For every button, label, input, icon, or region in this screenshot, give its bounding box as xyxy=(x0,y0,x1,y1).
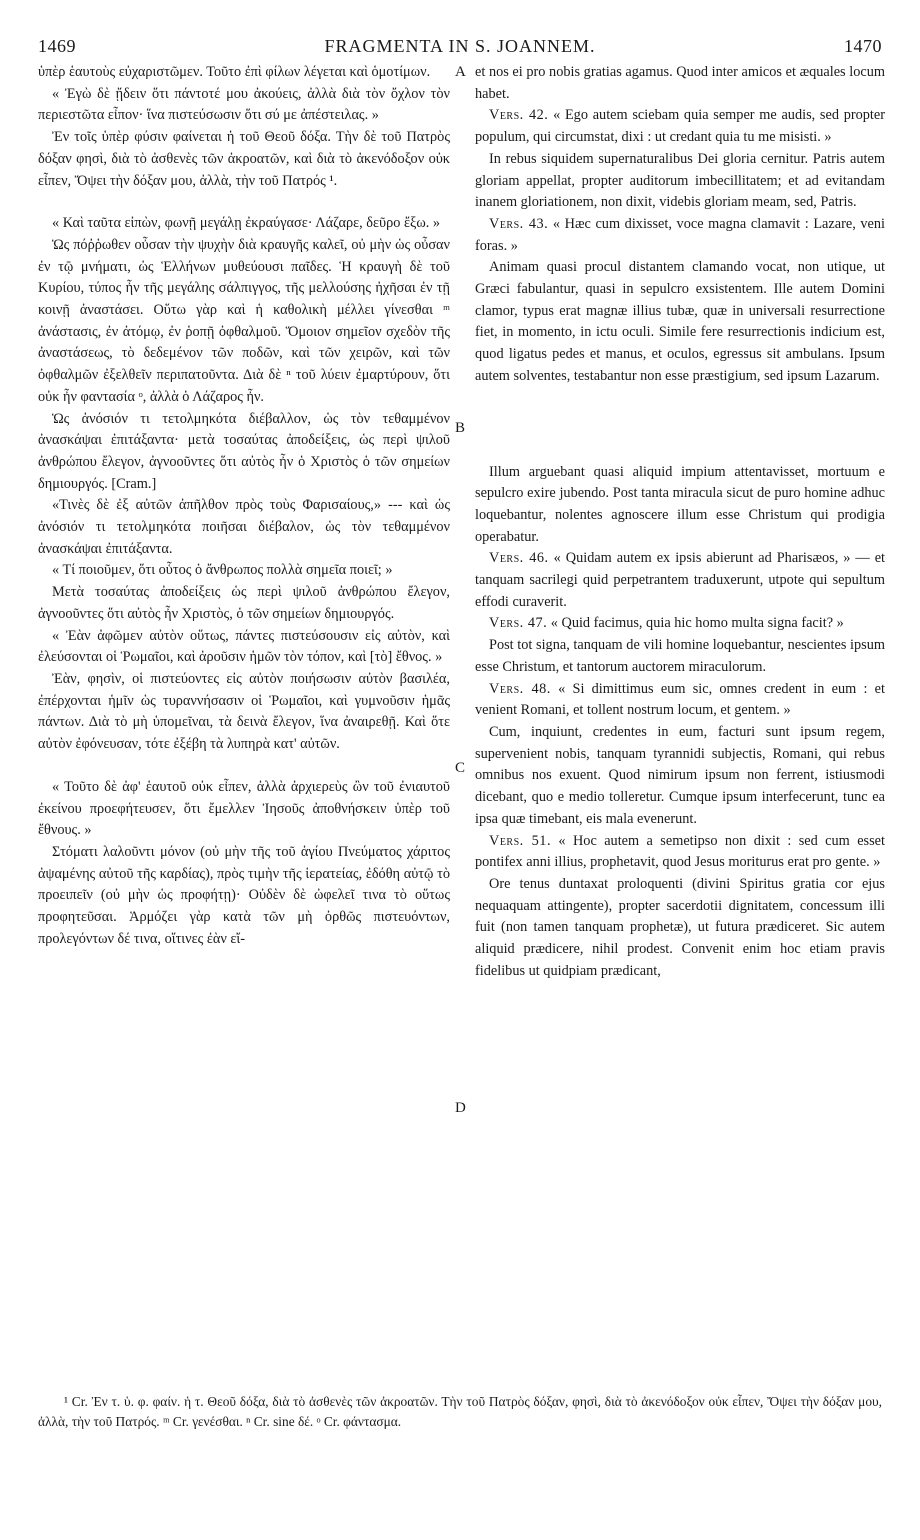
latin-column xyxy=(475,62,885,982)
margin-marker-b: B xyxy=(455,420,466,436)
latin-paragraph xyxy=(475,722,885,831)
latin-text: Post tot signa, tanquam de vili homine loquebantur, nescientes ipsum esse Christum, et tantorum auctorem miraculorum. xyxy=(475,637,885,675)
page-number-right: 1470 xyxy=(844,36,882,56)
latin-paragraph xyxy=(475,214,885,257)
greek-paragraph: « Τί ποιοῦμεν, ὅτι οὗτος ὁ ἄνθρωπος πολλὰ σημεῖα ποιεῖ; » xyxy=(52,562,393,579)
greek-paragraph: Ὡς πόῤῥωθεν οὖσαν τὴν ψυχὴν διὰ κραυγῆς καλεῖ, οὐ μὴν ὡς οὖσαν ἐν τῷ μνήματι, ὡς Ἑλλήνων μυθεύουσι παῖδες. Ἡ κραυγὴ δὲ τοῦ Κυρίου, τύπος ἦν τῆς μεγάλης σάλπιγγος, τῆς μελλούσης ἠχῆσαι ἐν τῇ κοινῇ ἀναστάσει. Οὕτω γὰρ καὶ ἡ καθολικὴ μέλλει γίνεσθαι ᵐ ἀνάστασις, ἐν ἀτόμῳ, ἐν ῥοπῇ ὀφθαλμοῦ. Ὅμοιον σημεῖον σχεδὸν τῆς ἀναστάσεως, τὸ δεδεμένον τῶν ποδῶν, καὶ τῶν χειρῶν, καὶ τῶν ὀφθαλμῶν ἐξελθεῖν περιπατοῦντα. Διὰ δὲ ⁿ τοῦ λύειν ἐμαρτύρουν, ὅτι οὐκ ἦν φαντασία ᵒ, ἀλλὰ ὁ Λάζαρος ἦν. xyxy=(38,236,450,405)
greek-paragraph: « Ἐγὼ δὲ ᾔδειν ὅτι πάντοτέ μου ἀκούεις, ἀλλὰ διὰ τὸν ὄχλον τὸν περιεστῶτα εἶπον· ἵνα πιστεύσωσιν ὅτι σύ με ἀπέστειλας. » xyxy=(38,85,450,124)
verse-label: Vers. 43. xyxy=(489,215,549,232)
verse-label: Vers. 42. xyxy=(489,107,549,124)
greek-paragraph: Μετὰ τοσαύτας ἀποδείξεις ὡς περὶ ψιλοῦ ἀνθρώπου ἔλεγον, ἀγνοοῦντες ὅτι αὐτὸς ἦν Χριστὸς, ὁ τῶν σημείων δημιουργός. xyxy=(38,584,450,622)
latin-text: Illum arguebant quasi aliquid impium attentavisset, mortuum e sepulcro exire jubendo. Post tanta miracula sicut de puro homine adhuc loquebantur, nolentes agnoscere illum esse Christum qui prodigia operabatur. xyxy=(475,463,885,545)
page-number-left: 1469 xyxy=(38,36,76,56)
page-header xyxy=(38,36,882,58)
latin-text: « Quidam autem ex ipsis abierunt ad Pharisæos, » — et tanquam sacrilegi quid perpetrantem traduxerunt, utpote qui sepultum effodi curaverit. xyxy=(475,550,886,610)
latin-text: « Hæc cum dixisset, voce magna clamavit : Lazare, veni foras. » xyxy=(475,215,885,254)
latin-text: Cum, inquiunt, credentes in eum, facturi sunt ipsum regem, supervenient nobis, tanquam tyrannidi subjectis, Romani, qui rebus omnibus nos exuent. Quod nimirum ipsum non ferrent, istiusmodi dicebant, quo e medio tolleretur. Cumque ipsum interfecerunt, tunc ea ipsa quæ timebant, eis mala evenerunt. xyxy=(475,723,885,827)
greek-paragraph: « Καὶ ταῦτα εἰπὼν, φωνῇ μεγάλῃ ἐκραύγασε· Λάζαρε, δεῦρο ἔξω. » xyxy=(52,215,441,232)
latin-text: « Hoc autem a semetipso non dixit : sed cum esset pontifex anni illius, prophetavit, quod Jesus moriturus erat pro gente. » xyxy=(475,832,885,871)
verse-label: Vers. 51. xyxy=(489,832,552,849)
margin-marker-a: A xyxy=(455,64,466,80)
latin-paragraph xyxy=(475,462,885,549)
verse-label: Vers. 46. xyxy=(489,550,549,567)
greek-paragraph: Στόματι λαλοῦντι μόνον (οὐ μὴν τῆς τοῦ ἁγίου Πνεύματος χάριτος ἀψαμένης αὐτοῦ τῆς καρδίας), πρὸς τιμὴν τῆς ἱερατείας, ἐδόθη αὐτῷ τὸ προειπεῖν (οὐ μὴν ὡς προφήτῃ)· Οὐδὲν δὲ ὠφελεῖ τινα τὸ οὕτως προφητεῦσαι. Ἁρμόζει γὰρ κατὰ τῶν μὴ ὀρθῶς πιστευόντων, προλεγόντων δέ τινα, οἵτινες ἐὰν εἴ- xyxy=(38,843,450,947)
latin-paragraph xyxy=(475,548,885,613)
latin-text: In rebus siquidem supernaturalibus Dei gloria cernitur. Patris autem gloriam appellat, propter auditorum imbecillitatem; et ad evitandam inanem gloriationem, non dixit, videbis gloriam meam, sed, Patris. xyxy=(475,150,885,211)
greek-paragraph: Ἐὰν, φησὶν, οἱ πιστεύοντες εἰς αὐτὸν ποιήσωσιν αὐτὸν βασιλέα, ἐπέρχονται ἡμῖν ὡς τυραννήσασιν οἱ Ῥωμαῖοι, καὶ γυμνοῦσιν ἡμᾶς πάντων. Διὰ τὸ μὴ ὑπομεῖναι, τὰ δεινὰ ἔλεγον, ἵνα ἀναιρεθῇ. Καὶ ὅτε αὐτὸν ἐφόνευσαν, τότε ἐξέβη τὰ λυπηρὰ κατ' αὐτῶν. xyxy=(38,670,450,753)
running-title: FRAGMENTA IN S. JOANNEM. xyxy=(324,36,596,56)
latin-paragraph xyxy=(475,679,885,722)
latin-text: « Si dimittimus eum sic, omnes credent in eum : et venient Romani, et tollent nostrum locum, et gentem. » xyxy=(475,680,886,719)
latin-paragraph xyxy=(475,257,885,387)
margin-marker-d: D xyxy=(455,1100,466,1116)
greek-paragraph: Ἐν τοῖς ὑπὲρ φύσιν φαίνεται ἡ τοῦ Θεοῦ δόξα. Τὴν δὲ τοῦ Πατρὸς δόξαν φησὶ, διὰ τὸ ἀσθενὲς τῶν ἀκροατῶν, καὶ διὰ τὸ ἀκενόδοξον οὐκ εἶπεν, Ὄψει τὴν δόξαν μου, ἀλλὰ, τὴν τοῦ Πατρός ¹. xyxy=(38,129,450,189)
greek-paragraph: « Ἐὰν ἀφῶμεν αὐτὸν οὕτως, πάντες πιστεύσουσιν εἰς αὐτὸν, καὶ ἐλεύσονται οἱ Ῥωμαῖοι, καὶ ἀροῦσιν ἡμῶν τὸν τόπον, καὶ [τὸ] ἔθνος. » xyxy=(38,627,450,666)
footnotes xyxy=(38,1392,882,1432)
greek-paragraph: «Τινὲς δὲ ἐξ αὐτῶν ἀπῆλθον πρὸς τοὺς Φαρισαίους,» --- καὶ ὡς ἀνόσιόν τι τετολμηκότα ποιῆσαι διέβαλον, ὡς τὸν τεθαμμένον ἀνασκάψαι ἐπιτάξαντα. xyxy=(38,497,450,557)
margin-marker-c: C xyxy=(455,760,466,776)
latin-paragraph xyxy=(475,613,885,635)
latin-text: « Ego autem sciebam quia semper me audis, sed propter populum, qui circumstat, dixi : ut credant quia tu me misisti. » xyxy=(475,107,886,146)
latin-paragraph xyxy=(475,874,885,983)
latin-paragraph xyxy=(475,149,885,214)
greek-paragraph: ὑπὲρ ἑαυτοὺς εὐχαριστῶμεν. Τοῦτο ἐπὶ φίλων λέγεται καὶ ὁμοτίμων. xyxy=(38,64,431,80)
latin-paragraph xyxy=(475,62,885,105)
latin-paragraph xyxy=(475,635,885,678)
verse-label: Vers. 47. xyxy=(489,615,548,632)
latin-text: et nos ei pro nobis gratias agamus. Quod inter amicos et æquales locum habet. xyxy=(475,64,885,102)
latin-paragraph xyxy=(475,105,885,148)
greek-paragraph: Ὡς ἀνόσιόν τι τετολμηκότα διέβαλλον, ὡς τὸν τεθαμμένον ἀνασκάψαι ἐπιτάξαντα· μετὰ τοσαύτας ἀποδείξεις, ὡς περὶ ψιλοῦ ἀνθρώπου ἔλεγον, ἀγνοοῦντες ὅτι αὐτὸς ἦν ὁ Χριστὸς ὁ τῶν σημείων δημιουργός. [Cram.] xyxy=(38,410,450,492)
latin-text: « Quid facimus, quia hic homo multa signa facit? » xyxy=(550,615,844,632)
verse-label: Vers. 48. xyxy=(489,680,551,697)
latin-paragraph xyxy=(475,831,885,874)
latin-text: Animam quasi procul distantem clamando vocat, non utique, ut Græci fabulantur, quasi in sepulcro exsistentem. Ille autem Domini clamor, typus erat magnæ illius tubæ, quæ in universali resurrectione fiet, in momento, in ictu oculi. Simile fere resurrectionis indicium est, quod ligatus pedes et manus, et oculos, egressus sit ambulans. Ipsum autem solventes, testabantur non esse præstigium, sed ipsum Lazarum. xyxy=(475,259,885,384)
footnote-text: ¹ Cr. Ἐν τ. ὑ. φ. φαίν. ἡ τ. Θεοῦ δόξα, διὰ τὸ ἀσθενὲς τῶν ἀκροατῶν. Τὴν τοῦ Πατρὸς δόξαν, φησὶ, διὰ τὸ ἀκενόδοξον οὐκ εἶπεν, Ὄψει τὴν δόξαν μου, ἀλλὰ, τὴν τοῦ Πατρός. ᵐ Cr. γενέσθαι. ⁿ Cr. sine δέ. ᵒ Cr. φάντασμα. xyxy=(38,1394,882,1429)
latin-text: Ore tenus duntaxat proloquenti (divini Spiritus gratia cor ejus nequaquam attingente), propter sacerdotii dignitatem, concessum illi fuit (non tamen tanquam prophetæ), ut futura prædiceret. Sic autem aliquid prædicere, nihil prodest. Convenit enim hoc etiam pravis fidelibus ut quidpiam prædicant, xyxy=(475,875,885,979)
greek-column xyxy=(38,62,450,950)
greek-paragraph: « Τοῦτο δὲ ἀφ' ἑαυτοῦ οὐκ εἶπεν, ἀλλὰ ἀρχιερεὺς ὢν τοῦ ἐνιαυτοῦ ἐκείνου προεφήτευσεν, ὅτι ἔμελλεν Ἰησοῦς ἀποθνήσκειν ὑπὲρ τοῦ ἔθνους. » xyxy=(38,778,450,839)
